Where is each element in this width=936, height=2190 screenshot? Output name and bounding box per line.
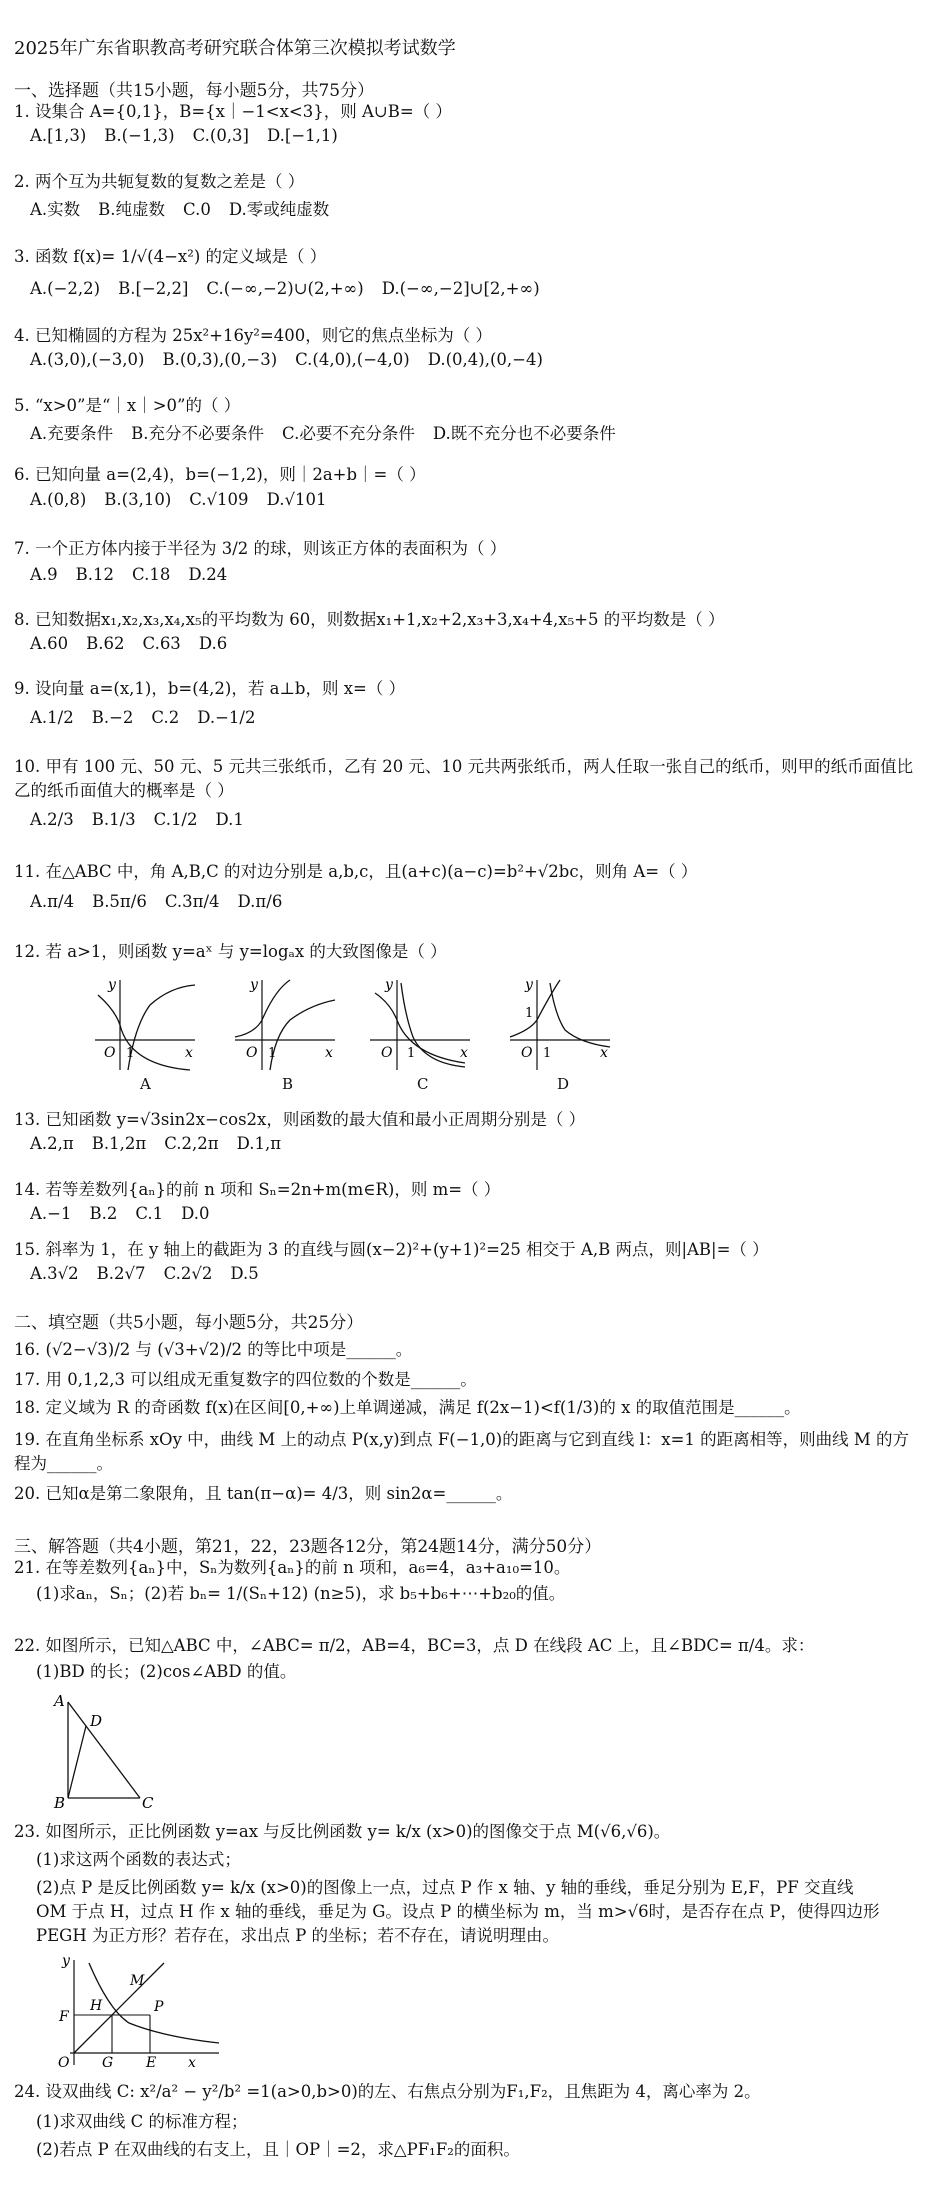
graph-a bbox=[90, 975, 200, 1075]
question-3-options bbox=[30, 279, 558, 298]
option: A.[1,3) bbox=[30, 126, 87, 145]
option: B.纯虚数 bbox=[98, 200, 166, 219]
option: B.1,2π bbox=[91, 1134, 147, 1153]
question-17: 17. 用 0,1,2,3 可以组成无重复数字的四位数的个数是______。 bbox=[14, 1370, 477, 1389]
fig22-label-c: C bbox=[142, 1794, 154, 1810]
graph-b-one: 1 bbox=[268, 1046, 277, 1061]
figure-23-graph bbox=[54, 1955, 224, 2070]
option: B.1/3 bbox=[91, 810, 136, 829]
question-18: 18. 定义域为 R 的奇函数 f(x)在区间[0,+∞)上单调递减，满足 f(2x−1)<f(1/3)的 x 的取值范围是______。 bbox=[14, 1398, 801, 1417]
option: A.充要条件 bbox=[30, 424, 114, 443]
option: D.零或纯虚数 bbox=[228, 200, 330, 219]
question-11-options bbox=[30, 892, 300, 911]
question-19: 19. 在直角坐标系 xOy 中，曲线 M 上的动点 P(x,y)到点 F(−1,0)的距离与它到直线 l：x=1 的距离相等，则曲线 M 的方程为______。 bbox=[14, 1430, 910, 1473]
option: D.6 bbox=[198, 634, 228, 653]
option: D.1 bbox=[215, 810, 244, 829]
question-6-options bbox=[30, 490, 344, 509]
option: C.18 bbox=[132, 565, 171, 584]
question-24-part2: (2)若点 P 在双曲线的右支上，且｜OP｜=2，求△PF₁F₂的面积。 bbox=[36, 2140, 520, 2159]
question-3: 3. 函数 f(x)= 1/√(4−x²) 的定义域是（ ） bbox=[14, 247, 327, 266]
option: A.(3,0),(−3,0) bbox=[30, 350, 145, 369]
option: C.1 bbox=[135, 1204, 164, 1223]
option: B.充分不必要条件 bbox=[131, 424, 265, 443]
option: C.√109 bbox=[189, 490, 249, 509]
option: A.3√2 bbox=[30, 1264, 79, 1283]
option: C.0 bbox=[183, 200, 211, 219]
question-9-options bbox=[30, 708, 273, 727]
section-multiple-choice: 一、选择题（共15小题，每小题5分，共75分） bbox=[14, 81, 375, 101]
question-22-parts: (1)BD 的长；(2)cos∠ABD 的值。 bbox=[36, 1662, 297, 1681]
graph-d-label: D bbox=[557, 1075, 570, 1093]
question-5-options bbox=[30, 420, 634, 444]
fig23-x: x bbox=[188, 2055, 196, 2070]
option: B.(3,10) bbox=[104, 490, 172, 509]
graph-d-one-x: 1 bbox=[543, 1046, 552, 1061]
option: D.5 bbox=[230, 1264, 259, 1283]
graph-a-o: O bbox=[104, 1045, 116, 1061]
option: C.2 bbox=[151, 708, 180, 727]
fig23-h: H bbox=[90, 1998, 103, 2014]
question-15-options bbox=[30, 1264, 277, 1283]
option: D.(−∞,−2]∪[2,+∞) bbox=[381, 279, 540, 298]
option: B.(0,3),(0,−3) bbox=[162, 350, 278, 369]
option: D.既不充分也不必要条件 bbox=[432, 424, 616, 443]
question-2-options bbox=[30, 196, 347, 220]
question-10-options bbox=[30, 810, 262, 829]
question-4-options bbox=[30, 350, 561, 369]
question-22-stem: 22. 如图所示，已知△ABC 中，∠ABC= π/2，AB=4，BC=3，点 D 在线段 AC 上，且∠BDC= π/4。求： bbox=[14, 1636, 815, 1655]
fig23-p: P bbox=[154, 1999, 164, 2015]
question-11: 11. 在△ABC 中，角 A,B,C 的对边分别是 a,b,c，且(a+c)(a−c)=b²+√2bc，则角 A=（ ） bbox=[14, 862, 698, 881]
option: D.24 bbox=[188, 565, 228, 584]
fig23-y: y bbox=[62, 1955, 70, 1969]
option: B.2√7 bbox=[96, 1264, 146, 1283]
figure-22-triangle bbox=[50, 1690, 170, 1810]
question-1: 1. 设集合 A={0,1}，B={x｜−1<x<3}，则 A∪B=（ ） bbox=[14, 102, 452, 121]
graph-d-o: O bbox=[521, 1045, 533, 1061]
option: C.63 bbox=[142, 634, 181, 653]
graph-b bbox=[230, 975, 340, 1075]
question-8-options bbox=[30, 634, 245, 653]
graph-a-label: A bbox=[140, 1075, 151, 1093]
question-12-graphs bbox=[60, 975, 620, 1095]
question-24-part1: (1)求双曲线 C 的标准方程； bbox=[36, 2112, 248, 2131]
option: D.√101 bbox=[266, 490, 327, 509]
option: D.0 bbox=[181, 1204, 210, 1223]
option: B.2 bbox=[89, 1204, 118, 1223]
fig22-label-b: B bbox=[54, 1794, 66, 1810]
fig23-g: G bbox=[102, 2055, 114, 2070]
question-14-options bbox=[30, 1204, 228, 1223]
option: A.(0,8) bbox=[30, 490, 87, 509]
option: C.(−∞,−2)∪(2,+∞) bbox=[206, 279, 364, 298]
graph-d-x: x bbox=[600, 1045, 608, 1061]
question-23-part1: (1)求这两个函数的表达式； bbox=[36, 1850, 241, 1869]
option: A.实数 bbox=[30, 200, 81, 219]
option: C.必要不充分条件 bbox=[282, 424, 415, 443]
option: B.62 bbox=[86, 634, 125, 653]
option: A.2/3 bbox=[30, 810, 74, 829]
fig23-f: F bbox=[59, 2009, 69, 2025]
graph-b-label: B bbox=[282, 1075, 294, 1093]
question-21-stem: 21. 在等差数列{aₙ}中，Sₙ为数列{aₙ}的前 n 项和，a₆=4，a₃+a₁₀=10。 bbox=[14, 1558, 571, 1577]
fig23-m: M bbox=[130, 1973, 145, 1989]
graph-c-label: C bbox=[417, 1075, 429, 1093]
graph-a-one: 1 bbox=[126, 1046, 135, 1061]
option: C.(0,3] bbox=[192, 126, 249, 145]
fig22-label-a: A bbox=[54, 1692, 65, 1710]
question-21-parts: (1)求aₙ，Sₙ；(2)若 bₙ= 1/(Sₙ+12) (n≥5)，求 b₅+b₆+⋯+b₂₀的值。 bbox=[36, 1584, 566, 1603]
question-14: 14. 若等差数列{aₙ}的前 n 项和 Sₙ=2n+m(m∈R)，则 m=（ ） bbox=[14, 1180, 501, 1199]
graph-b-x: x bbox=[325, 1045, 333, 1061]
fig23-o: O bbox=[58, 2055, 70, 2070]
graph-d-y: y bbox=[525, 977, 533, 993]
graph-c-x: x bbox=[460, 1045, 468, 1061]
graph-d bbox=[505, 975, 615, 1075]
question-24-stem: 24. 设双曲线 C: x²/a² − y²/b² =1(a>0,b>0)的左、右焦点分别为F₁,F₂，且焦距为 4，离心率为 2。 bbox=[14, 2082, 761, 2101]
question-7-options bbox=[30, 565, 245, 584]
question-6: 6. 已知向量 a=(2,4)，b=(−1,2)，则｜2a+b｜=（ ） bbox=[14, 465, 426, 484]
option: B.5π/6 bbox=[92, 892, 147, 911]
option: D.1,π bbox=[236, 1134, 282, 1153]
option: A.1/2 bbox=[30, 708, 74, 727]
graph-d-one-y: 1 bbox=[525, 1006, 534, 1021]
question-15: 15. 斜率为 1，在 y 轴上的截距为 3 的直线与圆(x−2)²+(y+1)²=25 相交于 A,B 两点，则|AB|=（ ） bbox=[14, 1240, 769, 1259]
section-problems: 三、解答题（共4小题，第21，22，23题各12分，第24题14分，满分50分） bbox=[14, 1537, 602, 1557]
option: C.(4,0),(−4,0) bbox=[295, 350, 410, 369]
graph-c-o: O bbox=[381, 1045, 393, 1061]
question-1-options bbox=[30, 126, 356, 145]
option: B.(−1,3) bbox=[104, 126, 175, 145]
option: C.2,2π bbox=[164, 1134, 219, 1153]
question-20: 20. 已知α是第二象限角，且 tan(π−α)= 4/3，则 sin2α=______。 bbox=[14, 1484, 513, 1503]
page-title: 2025年广东省职教高考研究联合体第三次模拟考试数学 bbox=[14, 38, 456, 59]
option: B.[−2,2] bbox=[118, 279, 189, 298]
question-4: 4. 已知椭圆的方程为 25x²+16y²=400，则它的焦点坐标为（ ） bbox=[14, 326, 492, 345]
question-2: 2. 两个互为共轭复数的复数之差是（ ） bbox=[14, 172, 305, 191]
question-13: 13. 已知函数 y=√3sin2x−cos2x，则函数的最大值和最小正周期分别是（ ） bbox=[14, 1110, 586, 1129]
option: B.12 bbox=[75, 565, 115, 584]
option: B.−2 bbox=[91, 708, 134, 727]
option: A.60 bbox=[30, 634, 69, 653]
fig23-e: E bbox=[146, 2055, 157, 2070]
graph-c-y: y bbox=[385, 977, 393, 993]
option: A.−1 bbox=[30, 1204, 72, 1223]
question-23-part2: (2)点 P 是反比例函数 y= k/x (x>0)的图像上一点，过点 P 作 x 轴、y 轴的垂线，垂足分别为 E,F，PF 交直线 OM 于点 H，过点 H 作 x 轴的垂线，垂足为 G。设点 P 的横坐标为 m，当 m>√6时，是否存在点 P，使得四边形 PEGH 为正方形？若存在，求出点 P 的坐标；若不存在，请说明理由。 bbox=[36, 1878, 880, 1945]
option: D.π/6 bbox=[237, 892, 283, 911]
question-7: 7. 一个正方体内接于半径为 3/2 的球，则该正方体的表面积为（ ） bbox=[14, 539, 507, 558]
question-5: 5. “x>0”是“｜x｜>0”的（ ） bbox=[14, 396, 241, 415]
graph-b-y: y bbox=[250, 977, 258, 993]
question-23-stem: 23. 如图所示，正比例函数 y=ax 与反比例函数 y= k/x (x>0)的图像交于点 M(√6,√6)。 bbox=[14, 1822, 671, 1841]
section-fill-in: 二、填空题（共5小题，每小题5分，共25分） bbox=[14, 1313, 364, 1333]
graph-a-x: x bbox=[185, 1045, 193, 1061]
option: A.9 bbox=[30, 565, 58, 584]
option: D.−1/2 bbox=[197, 708, 256, 727]
question-10: 10. 甲有 100 元、50 元、5 元共三张纸币，乙有 20 元、10 元共两张纸币，两人任取一张自己的纸币，则甲的纸币面值比乙的纸币面值大的概率是（ ） bbox=[14, 757, 914, 800]
question-9: 9. 设向量 a=(x,1)，b=(4,2)，若 a⊥b，则 x=（ ） bbox=[14, 679, 406, 698]
fig22-label-d: D bbox=[90, 1712, 103, 1730]
option: A.2,π bbox=[30, 1134, 74, 1153]
question-13-options bbox=[30, 1134, 299, 1153]
option: D.(0,4),(0,−4) bbox=[427, 350, 543, 369]
option: C.2√2 bbox=[163, 1264, 213, 1283]
option: D.[−1,1) bbox=[267, 126, 338, 145]
option: A.π/4 bbox=[30, 892, 75, 911]
question-12: 12. 若 a>1，则函数 y=aˣ 与 y=logₐx 的大致图像是（ ） bbox=[14, 942, 447, 961]
graph-c-one: 1 bbox=[407, 1046, 416, 1061]
option: C.3π/4 bbox=[164, 892, 220, 911]
question-8: 8. 已知数据x₁,x₂,x₃,x₄,x₅的平均数为 60，则数据x₁+1,x₂+2,x₃+3,x₄+4,x₅+5 的平均数是（ ） bbox=[14, 610, 725, 629]
graph-a-y: y bbox=[108, 977, 116, 993]
graph-c bbox=[365, 975, 475, 1075]
question-16: 16. (√2−√3)/2 与 (√3+√2)/2 的等比中项是______。 bbox=[14, 1340, 413, 1359]
option: C.1/2 bbox=[153, 810, 198, 829]
graph-b-o: O bbox=[246, 1045, 258, 1061]
option: A.(−2,2) bbox=[30, 279, 101, 298]
